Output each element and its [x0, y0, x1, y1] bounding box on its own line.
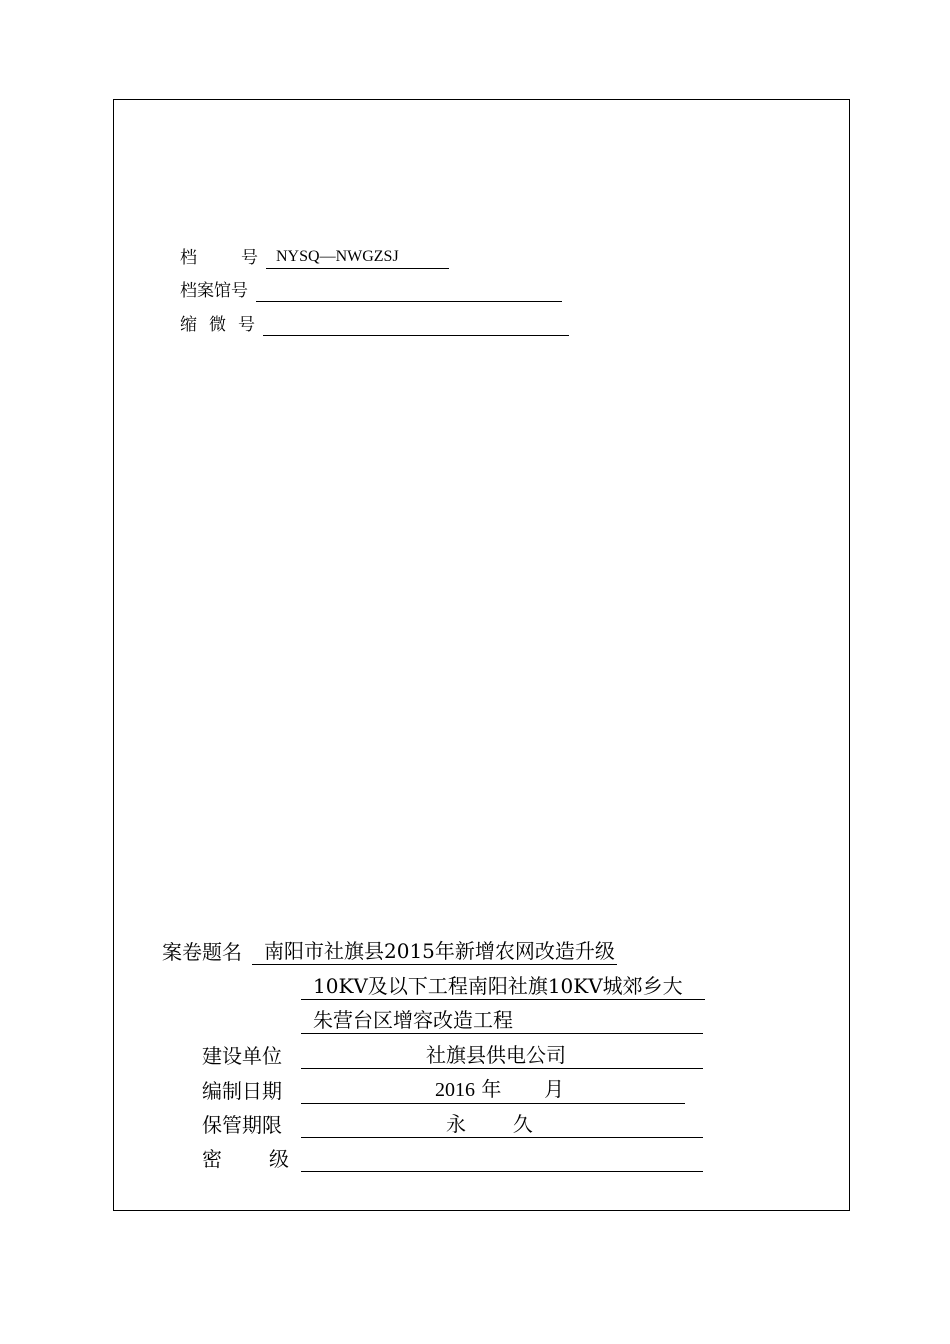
compilation-date-year: 2016 [435, 1079, 475, 1101]
record-title-line-1: 南阳市社旗县2015年新增农网改造升级 [252, 938, 617, 965]
security-level-row [202, 1146, 703, 1172]
archive-number-label-a: 档 [180, 248, 197, 268]
construction-unit-value: 社旗县供电公司 [301, 1042, 703, 1069]
microfilm-number-label-a: 缩 [180, 315, 197, 335]
compilation-date-year-char: 年 [481, 1077, 502, 1101]
record-title-row-1 [162, 938, 617, 965]
repository-number-value [256, 282, 562, 302]
construction-unit-row [202, 1042, 703, 1069]
record-title-line-3: 朱营台区增容改造工程 [301, 1007, 703, 1034]
security-level-label-b: 级 [269, 1147, 289, 1171]
archive-number-row [180, 246, 449, 269]
record-title-row-2 [301, 973, 705, 1000]
security-level-value [301, 1148, 703, 1172]
repository-number-label: 档案馆号 [180, 281, 248, 301]
archive-number-label-b: 号 [241, 248, 258, 268]
retention-period-char-b: 久 [512, 1112, 533, 1136]
construction-unit-label: 建设单位 [202, 1044, 282, 1068]
retention-period-char-a: 永 [446, 1112, 466, 1136]
microfilm-number-row [180, 314, 569, 336]
microfilm-number-value [263, 316, 569, 336]
compilation-date-month-char: 月 [544, 1077, 565, 1101]
compilation-date-row [202, 1076, 685, 1104]
microfilm-number-label-c: 号 [238, 315, 255, 335]
repository-number-row [180, 280, 562, 302]
retention-period-value [301, 1111, 703, 1138]
security-level-label-a: 密 [202, 1147, 222, 1171]
archive-number-value: NYSQ—NWGZSJ [266, 246, 449, 269]
microfilm-number-label-b: 微 [209, 315, 226, 335]
retention-period-row [202, 1111, 703, 1138]
compilation-date-value [301, 1076, 685, 1104]
record-title-line-2: 10KV及以下工程南阳社旗10KV城郊乡大 [301, 973, 705, 1000]
compilation-date-label: 编制日期 [202, 1079, 282, 1103]
record-title-row-3 [301, 1007, 703, 1034]
record-title-label: 案卷题名 [162, 940, 242, 964]
retention-period-label: 保管期限 [202, 1113, 282, 1137]
